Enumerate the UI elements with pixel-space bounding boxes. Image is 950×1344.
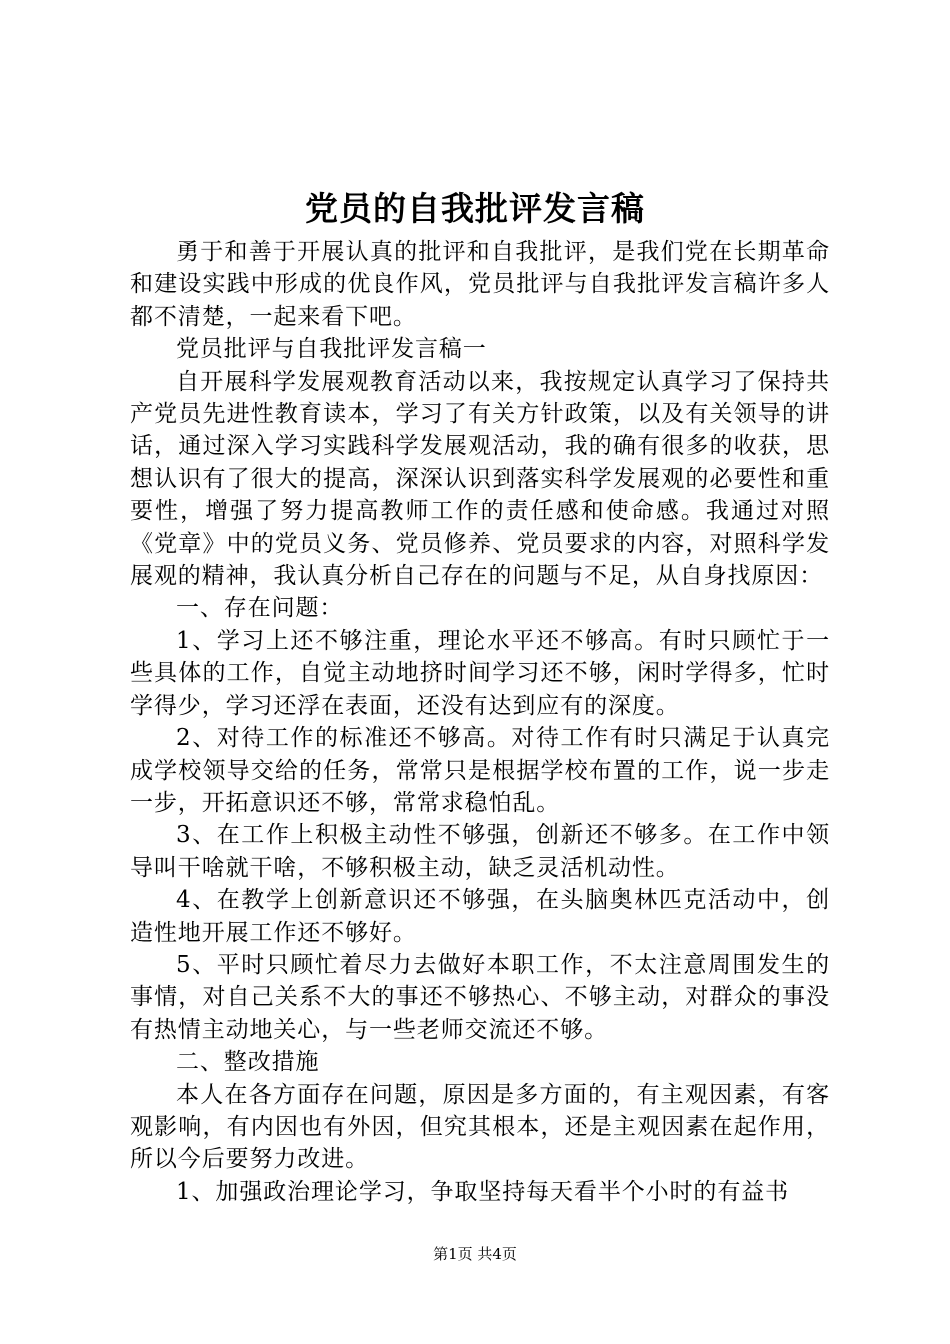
paragraph-section-heading: 党员批评与自我批评发言稿一	[176, 336, 487, 363]
document-body	[130, 236, 830, 1208]
paragraph-measure-1: 1、加强政治理论学习，争取坚持每天看半个小时的有益书	[176, 1178, 790, 1205]
paragraph-problem-4: 4、在教学上创新意识还不够强，在头脑奥林匹克活动中，创造性地开展工作还不够好。	[130, 887, 830, 946]
paragraph-main: 自开展科学发展观教育活动以来，我按规定认真学习了保持共产党员先进性教育读本，学习了有关方针政策，以及有关领导的讲话，通过深入学习实践科学发展观活动，我的确有很多的收获，思想认识有了很大的提高，深深认识到落实科学发展观的必要性和重要性，增强了努力提高教师工作的责任感和使命感。我通过对照《党章》中的党员义务、党员修养、党员要求的内容，对照科学发展观的精神，我认真分析自己存在的问题与不足，从自身找原因：	[130, 368, 830, 590]
paragraph-measures-intro: 本人在各方面存在问题，原因是多方面的，有主观因素，有客观影响，有内因也有外因，但究其根本，还是主观因素在起作用，所以今后要努力改进。	[130, 1081, 830, 1173]
paragraph-problem-5: 5、平时只顾忙着尽力去做好本职工作，不太注意周围发生的事情，对自己关系不大的事还不够热心、不够主动，对群众的事没有热情主动地关心，与一些老师交流还不够。	[130, 951, 830, 1043]
paragraph-problem-2: 2、对待工作的标准还不够高。对待工作有时只满足于认真完成学校领导交给的任务，常常只是根据学校布置的工作，说一步走一步，开拓意识还不够，常常求稳怕乱。	[130, 725, 830, 816]
paragraph-problem-1: 1、学习上还不够注重，理论水平还不够高。有时只顾忙于一些具体的工作，自觉主动地挤时间学习还不够，闲时学得多，忙时学得少，学习还浮在表面，还没有达到应有的深度。	[130, 627, 830, 719]
paragraph-intro: 勇于和善于开展认真的批评和自我批评，是我们党在长期革命和建设实践中形成的优良作风，党员批评与自我批评发言稿许多人都不清楚，一起来看下吧。	[130, 239, 830, 330]
paragraph-problem-3: 3、在工作上积极主动性不够强，创新还不够多。在工作中领导叫干啥就干啥，不够积极主动，缺乏灵活机动性。	[130, 822, 830, 881]
paragraph-heading-problems: 一、存在问题：	[176, 595, 344, 622]
document-title: 党员的自我批评发言稿	[305, 189, 645, 228]
page-footer: 第1页 共4页	[433, 1245, 517, 1263]
paragraph-heading-measures: 二、整改措施	[176, 1049, 320, 1076]
